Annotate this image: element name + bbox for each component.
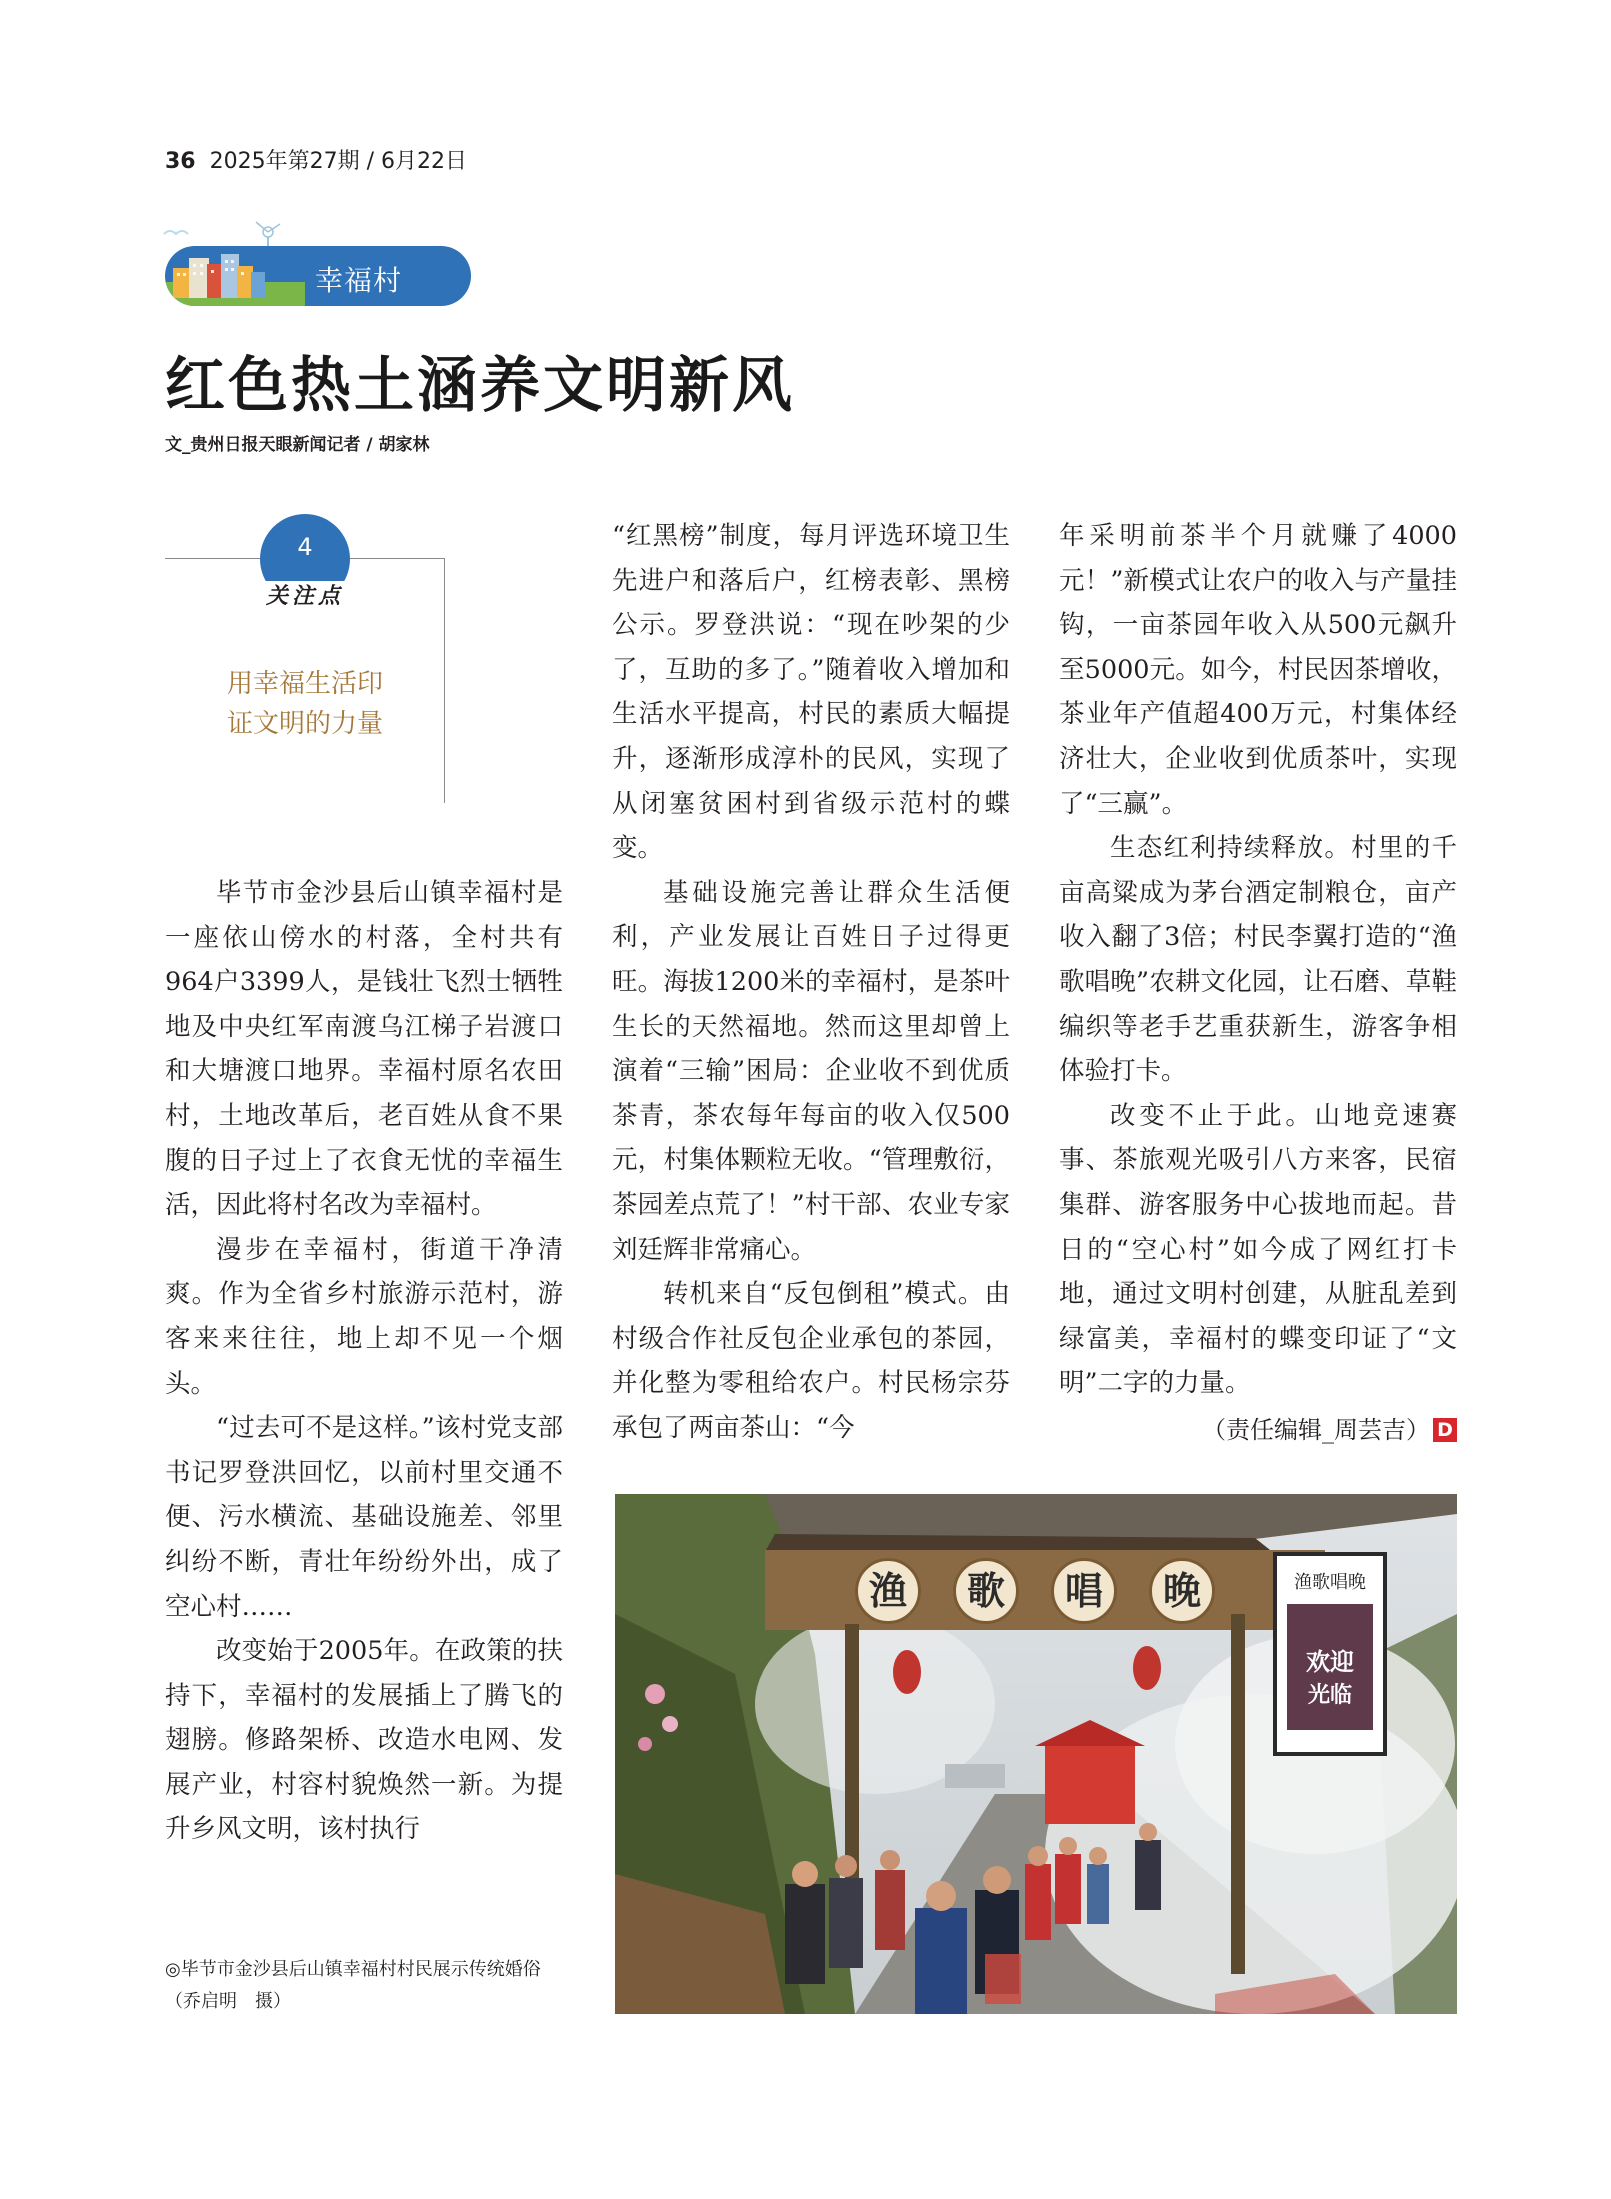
paragraph: 漫步在幸福村，街道干净清爽。作为全省乡村旅游示范村，游客来来往往，地上却不见一个烟头。 (165, 1234, 563, 1399)
arch-char: 歌 (953, 1558, 1019, 1624)
editor-credit (1059, 1408, 1457, 1453)
welcome-sign-title: 渔歌唱晚 (1294, 1572, 1366, 1593)
paragraph: “过去可不是这样。”该村党支部书记罗登洪回忆，以前村里交通不便、污水横流、基础设施差、邻里纠纷不断，青壮年纷纷外出，成了空心村…… (165, 1413, 563, 1622)
paragraph: 改变不止于此。山地竞速赛事、茶旅观光吸引八方来客，民宿集群、游客服务中心拔地而起。昔日的“空心村”如今成了网红打卡地，通过文明村创建，从脏乱差到绿富美，幸福村的蝶变印证了“文明”二字的力量。 (1059, 1100, 1457, 1399)
focus-text (205, 664, 405, 744)
end-mark-icon: D (1433, 1418, 1457, 1442)
paragraph: 转机来自“反包倒租”模式。由村级合作社反包企业承包的茶园，并化整为零租给农户。村民杨宗芬承包了两亩茶山：“今 (612, 1279, 1010, 1443)
photo-caption: ◎毕节市金沙县后山镇幸福村村民展示传统婚俗（乔启明 摄） (165, 1959, 541, 2012)
village-icon (165, 246, 305, 306)
section-tag (165, 246, 471, 306)
article-title: 红色热土涵养文明新风 (165, 351, 795, 421)
paragraph: “红黑榜”制度，每月评选环境卫生先进户和落后户，红榜表彰、黑榜公示。罗登洪说：“现在吵架的少了，互助的多了。”随着收入增加和生活水平提高，村民的素质大幅提升，逐渐形成淳朴的民风，实现了从闭塞贫困村到省级示范村的蝶变。 (612, 521, 1010, 864)
column-3 (1059, 514, 1457, 1452)
focus-number: 4 (260, 514, 350, 604)
welcome-sign-line1: 欢迎 (1306, 1648, 1354, 1676)
column-2 (612, 514, 1010, 1450)
focus-text-line1: 用幸福生活印 (226, 669, 383, 699)
paragraph: 生态红利持续释放。村里的千亩高粱成为茅台酒定制粮仓，亩产收入翻了3倍；村民李翼打造的“渔歌唱晚”农耕文化园，让石磨、草鞋编织等老手艺重获新生，游客争相体验打卡。 (1059, 833, 1457, 1087)
page-number: 36 (165, 149, 196, 174)
paragraph: 年采明前茶半个月就赚了4000元！”新模式让农户的收入与产量挂钩，一亩茶园年收入从500元飙升至5000元。如今，村民因茶增收，茶业年产值超400万元，村集体经济壮大，企业收到优质茶叶，实现了“三赢”。 (1059, 521, 1457, 819)
arch-char: 渔 (855, 1558, 921, 1624)
byline: 文_贵州日报天眼新闻记者 / 胡家林 (165, 435, 430, 455)
welcome-sign-line2: 光临 (1307, 1683, 1352, 1708)
editor-name: （责任编辑_周芸吉） (1202, 1415, 1430, 1444)
paragraph: 基础设施完善让群众生活便利，产业发展让百姓日子过得更旺。海拔1200米的幸福村，是茶叶生长的天然福地。然而这里却曾上演着“三输”困局：企业收不到优质茶青，茶农每年每亩的收入仅500元，村集体颗粒无收。“管理敷衍，茶园差点荒了！”村干部、农业专家刘廷辉非常痛心。 (612, 877, 1010, 1265)
column-1 (165, 871, 563, 1852)
page-header (165, 144, 467, 175)
arch-sign (855, 1558, 1215, 1622)
paragraph: 毕节市金沙县后山镇幸福村是一座依山傍水的村落，全村共有964户3399人，是钱壮飞烈士牺牲地及中央红军南渡乌江梯子岩渡口和大塘渡口地界。幸福村原名农田村，土地改革后，老百姓从食不果腹的日子过上了衣食无忧的幸福生活，因此将村名改为幸福村。 (165, 878, 563, 1221)
paragraph: 改变始于2005年。在政策的扶持下，幸福村的发展插上了腾飞的翅膀。修路架桥、改造水电网、发展产业，村容村貌焕然一新。为提升乡风文明，该村执行 (165, 1636, 563, 1845)
issue-date: 2025年第27期 / 6月22日 (209, 149, 467, 174)
focus-box (165, 514, 447, 802)
section-tag-label: 幸福村 (315, 264, 403, 297)
photo-wedding-procession (615, 1494, 1457, 2014)
focus-label: 关注点 (265, 583, 344, 609)
arch-char: 唱 (1051, 1558, 1117, 1624)
arch-char: 晚 (1149, 1558, 1215, 1624)
focus-text-line2: 证文明的力量 (226, 709, 383, 739)
